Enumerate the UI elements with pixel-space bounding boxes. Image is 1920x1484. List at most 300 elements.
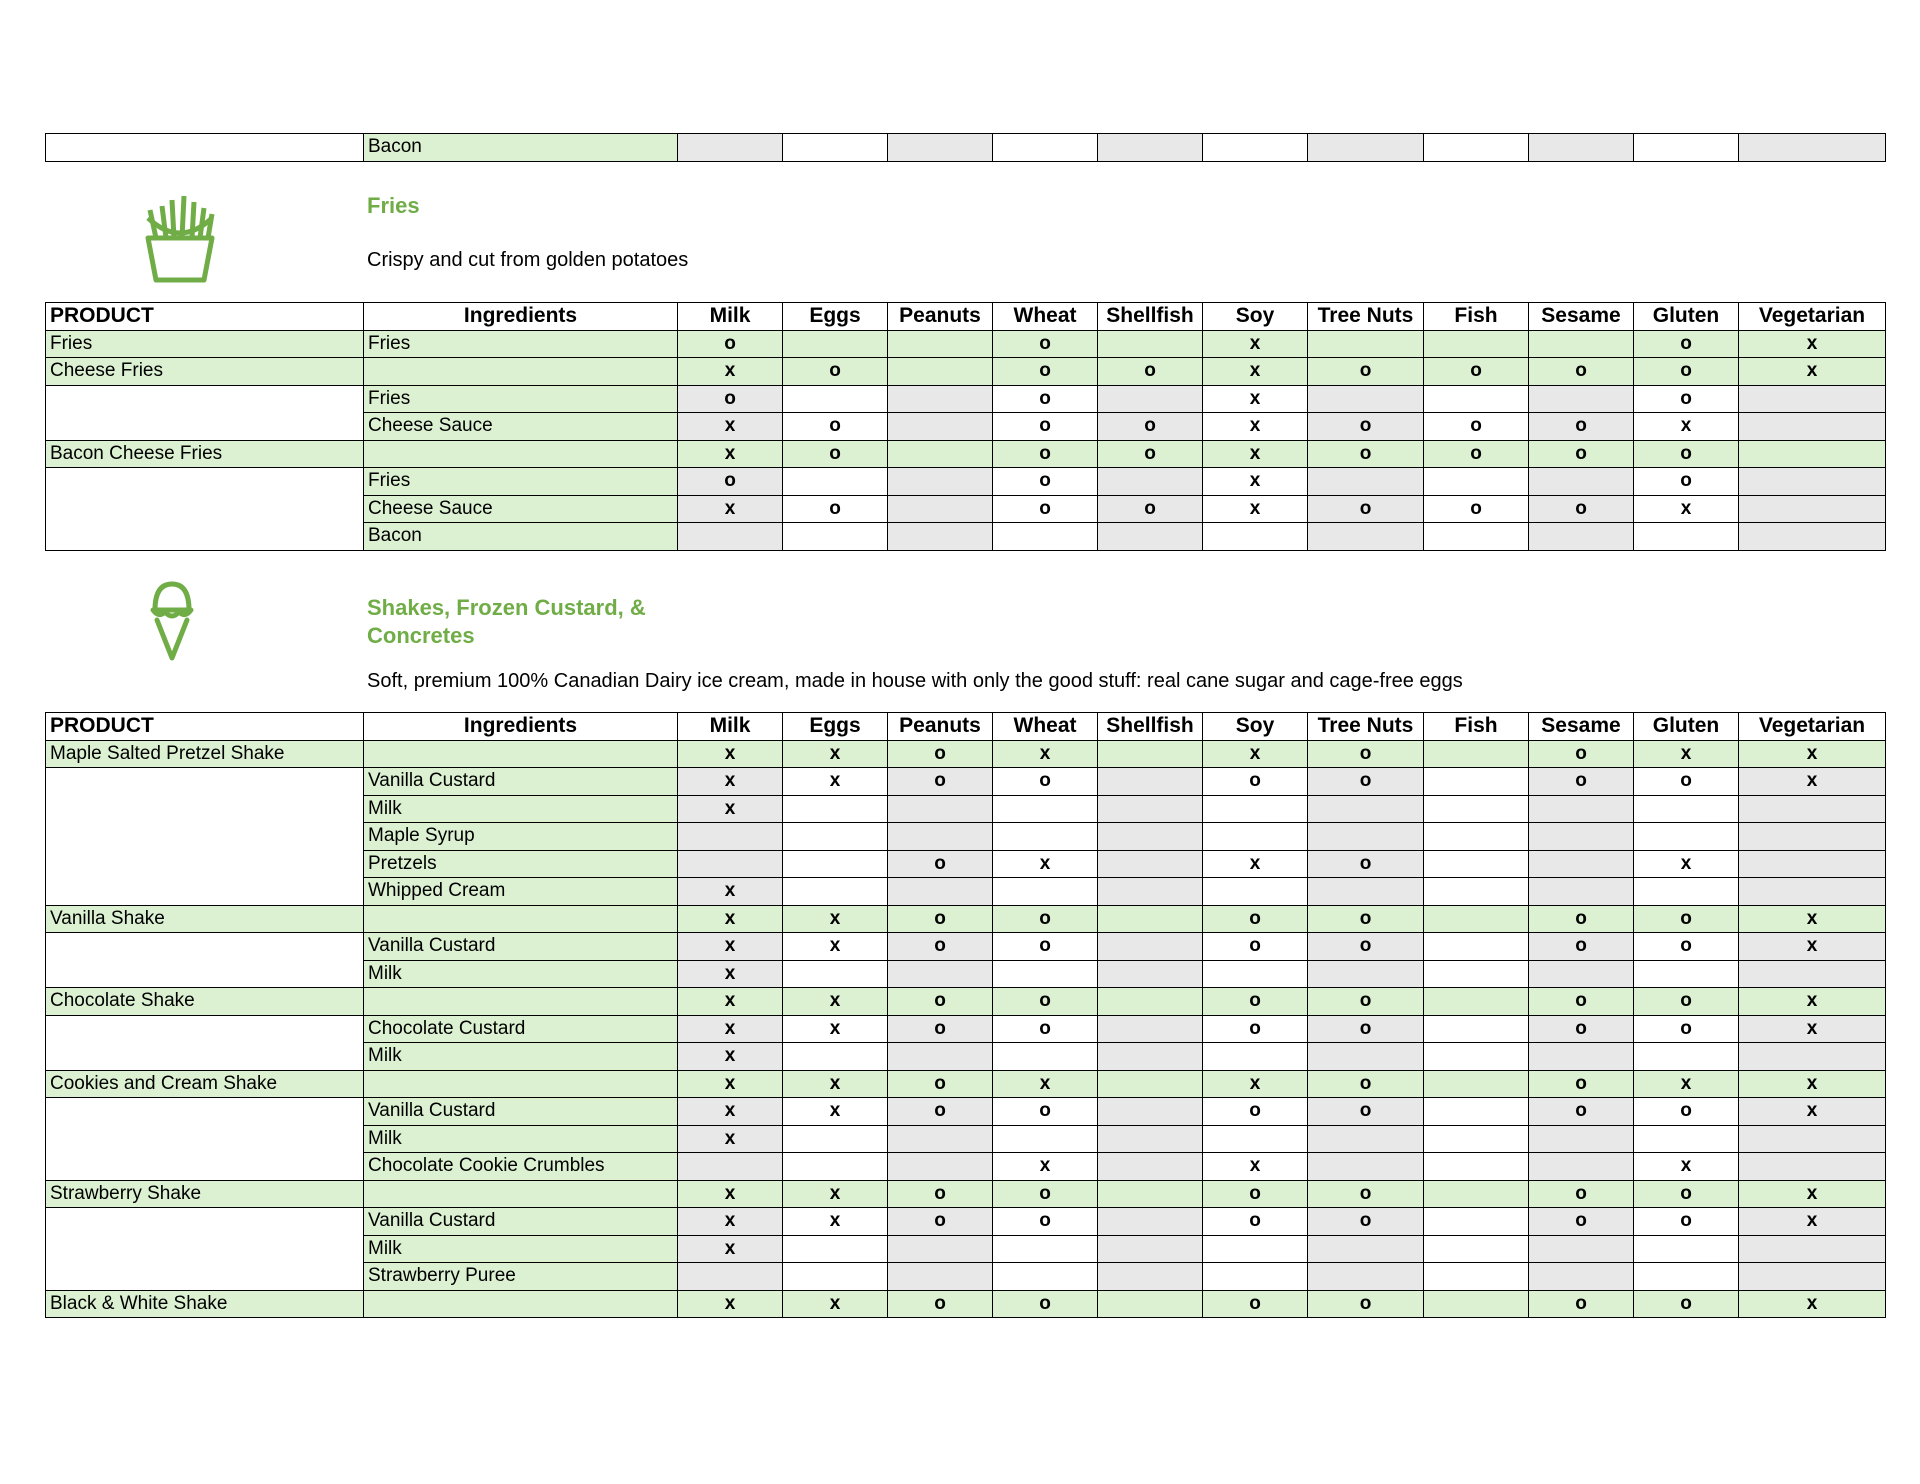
header-tree-nuts: Tree Nuts (1308, 713, 1424, 741)
header-vegetarian: Vegetarian (1739, 303, 1886, 331)
allergen-cell-fish (1424, 905, 1529, 933)
ingredient-name: Milk (364, 1043, 678, 1071)
allergen-cell-gluten: o (1634, 385, 1739, 413)
allergen-cell-milk: x (678, 495, 783, 523)
product-name: Fries (46, 330, 364, 358)
header-shellfish: Shellfish (1098, 303, 1203, 331)
allergen-cell-gluten: o (1634, 440, 1739, 468)
allergen-cell-shellfish (1098, 1153, 1203, 1181)
allergen-cell-eggs (783, 1263, 888, 1291)
ingredient-name: Cheese Sauce (364, 495, 678, 523)
allergen-cell-soy: x (1203, 1070, 1308, 1098)
allergen-cell-tree-nuts (1308, 330, 1424, 358)
allergen-cell-gluten (1634, 823, 1739, 851)
allergen-cell-vegetarian (1739, 850, 1886, 878)
ingredient-name (364, 358, 678, 386)
allergen-cell-milk: x (678, 1043, 783, 1071)
allergen-cell-wheat: o (993, 1180, 1098, 1208)
allergen-cell-milk (678, 850, 783, 878)
allergen-cell-wheat (993, 878, 1098, 906)
ingredient-name: Fries (364, 385, 678, 413)
allergen-cell-milk: x (678, 413, 783, 441)
header-sesame: Sesame (1529, 713, 1634, 741)
allergen-cell-fish (1424, 823, 1529, 851)
allergen-cell-tree-nuts: o (1308, 1098, 1424, 1126)
allergen-cell-wheat: o (993, 1015, 1098, 1043)
allergen-cell-wheat: x (993, 740, 1098, 768)
allergen-cell-gluten (1634, 795, 1739, 823)
allergen-cell-wheat: x (993, 1070, 1098, 1098)
allergen-cell-sesame: o (1529, 1208, 1634, 1236)
allergen-cell-shellfish (1098, 878, 1203, 906)
allergen-cell-milk (678, 1153, 783, 1181)
allergen-cell-sesame: o (1529, 905, 1634, 933)
allergen-cell-tree-nuts (1308, 1263, 1424, 1291)
allergen-cell-wheat: o (993, 440, 1098, 468)
allergen-cell-gluten (1634, 960, 1739, 988)
allergen-cell-tree-nuts (1308, 385, 1424, 413)
allergen-cell-tree-nuts (1308, 1153, 1424, 1181)
allergen-cell-soy: o (1203, 933, 1308, 961)
allergen-cell-eggs (783, 1043, 888, 1071)
allergen-cell-fish (1424, 1015, 1529, 1043)
allergen-cell-wheat: o (993, 1098, 1098, 1126)
ingredient-row (46, 1015, 1886, 1043)
allergen-cell-wheat: o (993, 358, 1098, 386)
allergen-cell-milk (678, 1263, 783, 1291)
allergen-cell-sesame (1529, 823, 1634, 851)
allergen-cell-sesame (1529, 523, 1634, 551)
allergen-cell-peanuts: o (888, 1180, 993, 1208)
allergen-cell-vegetarian: x (1739, 1208, 1886, 1236)
header-row (46, 303, 1886, 331)
allergen-cell-milk: x (678, 1180, 783, 1208)
allergen-cell-gluten: o (1634, 933, 1739, 961)
product-name-empty (46, 1015, 364, 1070)
allergen-cell-sesame (1529, 134, 1634, 162)
allergen-cell-soy (1203, 795, 1308, 823)
allergen-cell-tree-nuts (1308, 823, 1424, 851)
allergen-cell-fish (1424, 385, 1529, 413)
allergen-cell-shellfish: o (1098, 495, 1203, 523)
product-name: Bacon Cheese Fries (46, 440, 364, 468)
header-gluten: Gluten (1634, 303, 1739, 331)
allergen-cell-milk: x (678, 1098, 783, 1126)
allergen-cell-milk: x (678, 905, 783, 933)
allergen-cell-shellfish (1098, 905, 1203, 933)
allergen-cell-wheat: o (993, 330, 1098, 358)
allergen-cell-sesame (1529, 1153, 1634, 1181)
allergen-cell-gluten (1634, 878, 1739, 906)
allergen-cell-tree-nuts (1308, 960, 1424, 988)
product-name: Strawberry Shake (46, 1180, 364, 1208)
header-tree-nuts: Tree Nuts (1308, 303, 1424, 331)
allergen-cell-milk (678, 134, 783, 162)
allergen-cell-soy: x (1203, 330, 1308, 358)
allergen-cell-wheat: o (993, 988, 1098, 1016)
allergen-cell-tree-nuts: o (1308, 1180, 1424, 1208)
ingredient-name (364, 740, 678, 768)
allergen-cell-eggs (783, 385, 888, 413)
allergen-cell-soy: x (1203, 385, 1308, 413)
allergen-cell-gluten: o (1634, 330, 1739, 358)
allergen-cell-soy: o (1203, 905, 1308, 933)
product-name-empty (46, 933, 364, 988)
header-product: PRODUCT (46, 713, 364, 741)
allergen-cell-peanuts (888, 413, 993, 441)
ingredient-row (46, 385, 1886, 413)
allergen-cell-peanuts (888, 878, 993, 906)
allergen-cell-wheat: o (993, 495, 1098, 523)
allergen-cell-peanuts (888, 1235, 993, 1263)
product-name: Black & White Shake (46, 1290, 364, 1318)
allergen-cell-fish (1424, 1153, 1529, 1181)
allergen-cell-peanuts (888, 1263, 993, 1291)
allergen-cell-wheat (993, 134, 1098, 162)
allergen-cell-soy (1203, 878, 1308, 906)
allergen-cell-eggs (783, 1235, 888, 1263)
allergen-cell-gluten: o (1634, 1180, 1739, 1208)
allergen-cell-milk (678, 823, 783, 851)
allergen-cell-vegetarian (1739, 413, 1886, 441)
allergen-cell-eggs: o (783, 358, 888, 386)
allergen-cell-wheat: o (993, 468, 1098, 496)
allergen-cell-eggs: x (783, 1015, 888, 1043)
allergen-cell-sesame: o (1529, 1015, 1634, 1043)
header-ingredients: Ingredients (364, 713, 678, 741)
ingredient-row (46, 134, 1886, 162)
allergen-cell-shellfish (1098, 1235, 1203, 1263)
product-row (46, 740, 1886, 768)
allergen-cell-vegetarian: x (1739, 358, 1886, 386)
allergen-cell-wheat: o (993, 1290, 1098, 1318)
allergen-cell-peanuts (888, 468, 993, 496)
allergen-cell-milk: o (678, 385, 783, 413)
allergen-cell-peanuts: o (888, 1208, 993, 1236)
allergen-cell-sesame: o (1529, 495, 1634, 523)
ingredient-row (46, 468, 1886, 496)
ingredient-name (364, 1180, 678, 1208)
allergen-cell-peanuts (888, 358, 993, 386)
ingredient-name: Milk (364, 1125, 678, 1153)
allergen-cell-wheat: o (993, 905, 1098, 933)
allergen-cell-vegetarian (1739, 1263, 1886, 1291)
allergen-cell-soy: x (1203, 440, 1308, 468)
allergen-cell-eggs (783, 1125, 888, 1153)
allergen-cell-gluten: o (1634, 358, 1739, 386)
allergen-cell-gluten (1634, 1043, 1739, 1071)
header-eggs: Eggs (783, 303, 888, 331)
allergen-cell-milk: x (678, 768, 783, 796)
allergen-cell-soy: o (1203, 1015, 1308, 1043)
allergen-cell-vegetarian: x (1739, 1070, 1886, 1098)
ingredient-name: Cheese Sauce (364, 413, 678, 441)
allergen-cell-sesame (1529, 795, 1634, 823)
allergen-cell-sesame: o (1529, 358, 1634, 386)
allergen-cell-wheat: o (993, 413, 1098, 441)
allergen-cell-eggs: x (783, 933, 888, 961)
allergen-cell-soy: o (1203, 1180, 1308, 1208)
allergen-cell-milk: x (678, 933, 783, 961)
allergen-cell-shellfish (1098, 1015, 1203, 1043)
allergen-cell-wheat: x (993, 1153, 1098, 1181)
header-eggs: Eggs (783, 713, 888, 741)
allergen-cell-eggs: x (783, 1098, 888, 1126)
allergen-cell-vegetarian: x (1739, 740, 1886, 768)
product-row (46, 905, 1886, 933)
ingredient-name (364, 905, 678, 933)
header-milk: Milk (678, 303, 783, 331)
allergen-cell-eggs: x (783, 740, 888, 768)
allergen-cell-vegetarian (1739, 795, 1886, 823)
allergen-cell-wheat (993, 795, 1098, 823)
header-vegetarian: Vegetarian (1739, 713, 1886, 741)
section-description-shakes: Soft, premium 100% Canadian Dairy ice cream, made in house with only the good stuff: real cane sugar and cage-free eggs (367, 670, 1463, 692)
allergen-cell-eggs (783, 468, 888, 496)
allergen-cell-shellfish (1098, 330, 1203, 358)
allergen-cell-vegetarian (1739, 468, 1886, 496)
allergen-cell-tree-nuts: o (1308, 1070, 1424, 1098)
header-sesame: Sesame (1529, 303, 1634, 331)
allergen-cell-sesame: o (1529, 1098, 1634, 1126)
allergen-cell-milk: x (678, 740, 783, 768)
allergen-cell-peanuts: o (888, 933, 993, 961)
allergen-cell-wheat (993, 1125, 1098, 1153)
product-name: Maple Salted Pretzel Shake (46, 740, 364, 768)
allergen-cell-eggs (783, 1153, 888, 1181)
allergen-cell-soy: x (1203, 413, 1308, 441)
allergen-cell-soy: o (1203, 768, 1308, 796)
allergen-cell-vegetarian (1739, 495, 1886, 523)
allergen-cell-vegetarian (1739, 878, 1886, 906)
allergen-cell-vegetarian: x (1739, 330, 1886, 358)
allergen-cell-soy (1203, 523, 1308, 551)
allergen-table-shakes (45, 712, 1886, 1318)
allergen-cell-shellfish (1098, 468, 1203, 496)
ingredient-row (46, 1098, 1886, 1126)
allergen-cell-fish (1424, 740, 1529, 768)
header-ingredients: Ingredients (364, 303, 678, 331)
fries-icon (140, 188, 220, 283)
allergen-cell-wheat (993, 1235, 1098, 1263)
allergen-cell-eggs: o (783, 495, 888, 523)
allergen-cell-sesame (1529, 850, 1634, 878)
allergen-cell-soy: x (1203, 1153, 1308, 1181)
allergen-cell-eggs: x (783, 1290, 888, 1318)
allergen-cell-eggs: x (783, 1070, 888, 1098)
allergen-cell-fish (1424, 523, 1529, 551)
allergen-cell-vegetarian (1739, 1235, 1886, 1263)
allergen-cell-eggs (783, 134, 888, 162)
allergen-cell-tree-nuts (1308, 523, 1424, 551)
allergen-cell-fish (1424, 988, 1529, 1016)
product-name-empty (46, 468, 364, 551)
header-row (46, 713, 1886, 741)
allergen-cell-shellfish (1098, 740, 1203, 768)
ingredient-name: Maple Syrup (364, 823, 678, 851)
allergen-cell-shellfish (1098, 134, 1203, 162)
ingredient-name: Vanilla Custard (364, 1208, 678, 1236)
allergen-cell-milk: x (678, 1070, 783, 1098)
ingredient-name (364, 988, 678, 1016)
allergen-cell-eggs: o (783, 440, 888, 468)
allergen-cell-peanuts: o (888, 1098, 993, 1126)
allergen-cell-peanuts (888, 385, 993, 413)
allergen-cell-wheat (993, 823, 1098, 851)
allergen-cell-milk: x (678, 1290, 783, 1318)
allergen-cell-wheat: o (993, 385, 1098, 413)
ingredient-name: Vanilla Custard (364, 768, 678, 796)
allergen-cell-peanuts (888, 1153, 993, 1181)
ingredient-name: Milk (364, 795, 678, 823)
allergen-cell-wheat (993, 523, 1098, 551)
allergen-cell-gluten: o (1634, 988, 1739, 1016)
allergen-cell-vegetarian (1739, 1153, 1886, 1181)
allergen-cell-vegetarian: x (1739, 905, 1886, 933)
allergen-cell-gluten: x (1634, 413, 1739, 441)
header-wheat: Wheat (993, 713, 1098, 741)
product-name-empty (46, 1208, 364, 1291)
allergen-cell-sesame (1529, 1263, 1634, 1291)
allergen-cell-tree-nuts: o (1308, 740, 1424, 768)
allergen-cell-soy (1203, 823, 1308, 851)
header-product: PRODUCT (46, 303, 364, 331)
allergen-cell-vegetarian: x (1739, 988, 1886, 1016)
allergen-cell-tree-nuts (1308, 878, 1424, 906)
allergen-cell-sesame: o (1529, 740, 1634, 768)
header-wheat: Wheat (993, 303, 1098, 331)
allergen-cell-sesame: o (1529, 413, 1634, 441)
allergen-cell-shellfish (1098, 850, 1203, 878)
allergen-cell-gluten: x (1634, 850, 1739, 878)
allergen-cell-eggs (783, 850, 888, 878)
ingredient-name: Milk (364, 1235, 678, 1263)
allergen-cell-gluten: o (1634, 468, 1739, 496)
allergen-cell-vegetarian: x (1739, 933, 1886, 961)
allergen-cell-shellfish (1098, 823, 1203, 851)
allergen-cell-soy: o (1203, 1290, 1308, 1318)
allergen-cell-shellfish (1098, 1043, 1203, 1071)
header-fish: Fish (1424, 303, 1529, 331)
allergen-cell-milk: x (678, 1015, 783, 1043)
allergen-cell-soy (1203, 1043, 1308, 1071)
allergen-cell-sesame: o (1529, 1070, 1634, 1098)
ingredient-name: Strawberry Puree (364, 1263, 678, 1291)
allergen-cell-tree-nuts: o (1308, 1015, 1424, 1043)
allergen-cell-gluten (1634, 523, 1739, 551)
product-row (46, 330, 1886, 358)
header-shellfish: Shellfish (1098, 713, 1203, 741)
product-row (46, 440, 1886, 468)
ingredient-name (364, 1070, 678, 1098)
allergen-cell-vegetarian (1739, 960, 1886, 988)
ingredient-name: Bacon (364, 134, 678, 162)
allergen-cell-milk: x (678, 988, 783, 1016)
allergen-cell-milk: x (678, 878, 783, 906)
allergen-cell-soy: x (1203, 495, 1308, 523)
allergen-cell-wheat (993, 960, 1098, 988)
allergen-cell-fish (1424, 134, 1529, 162)
allergen-cell-vegetarian: x (1739, 1098, 1886, 1126)
allergen-cell-vegetarian (1739, 1043, 1886, 1071)
allergen-cell-shellfish (1098, 768, 1203, 796)
allergen-table-fries (45, 302, 1886, 551)
header-fish: Fish (1424, 713, 1529, 741)
allergen-cell-fish (1424, 1290, 1529, 1318)
ingredient-row (46, 1208, 1886, 1236)
allergen-cell-wheat: o (993, 933, 1098, 961)
allergen-cell-gluten: o (1634, 1208, 1739, 1236)
ingredient-name (364, 1290, 678, 1318)
ice-cream-cone-icon (147, 580, 197, 662)
allergen-cell-peanuts (888, 795, 993, 823)
ingredient-name: Chocolate Cookie Crumbles (364, 1153, 678, 1181)
allergen-cell-eggs: x (783, 768, 888, 796)
allergen-cell-eggs (783, 330, 888, 358)
allergen-cell-eggs (783, 960, 888, 988)
allergen-cell-shellfish: o (1098, 358, 1203, 386)
allergen-cell-peanuts: o (888, 905, 993, 933)
allergen-cell-sesame: o (1529, 440, 1634, 468)
allergen-cell-gluten: x (1634, 495, 1739, 523)
allergen-cell-tree-nuts: o (1308, 988, 1424, 1016)
product-row (46, 1290, 1886, 1318)
product-name: Vanilla Shake (46, 905, 364, 933)
product-row (46, 358, 1886, 386)
allergen-cell-peanuts (888, 134, 993, 162)
allergen-table-top-fragment (45, 133, 1886, 162)
allergen-cell-peanuts (888, 1125, 993, 1153)
allergen-cell-tree-nuts (1308, 1235, 1424, 1263)
allergen-cell-fish (1424, 468, 1529, 496)
allergen-cell-vegetarian: x (1739, 768, 1886, 796)
allergen-cell-gluten (1634, 1235, 1739, 1263)
allergen-cell-eggs: x (783, 1180, 888, 1208)
allergen-cell-soy: o (1203, 988, 1308, 1016)
ingredient-name (364, 440, 678, 468)
allergen-cell-eggs (783, 878, 888, 906)
allergen-cell-fish (1424, 1208, 1529, 1236)
allergen-cell-sesame (1529, 878, 1634, 906)
allergen-cell-fish (1424, 1235, 1529, 1263)
ingredient-name: Whipped Cream (364, 878, 678, 906)
allergen-cell-gluten: x (1634, 1070, 1739, 1098)
allergen-cell-peanuts (888, 823, 993, 851)
ingredient-name: Fries (364, 330, 678, 358)
allergen-cell-soy (1203, 960, 1308, 988)
allergen-cell-tree-nuts: o (1308, 850, 1424, 878)
allergen-cell-tree-nuts: o (1308, 768, 1424, 796)
allergen-cell-gluten (1634, 1125, 1739, 1153)
allergen-cell-tree-nuts (1308, 795, 1424, 823)
allergen-cell-milk: o (678, 468, 783, 496)
allergen-cell-fish (1424, 768, 1529, 796)
allergen-cell-shellfish (1098, 960, 1203, 988)
allergen-cell-soy: x (1203, 740, 1308, 768)
allergen-cell-vegetarian (1739, 1125, 1886, 1153)
allergen-cell-tree-nuts: o (1308, 440, 1424, 468)
allergen-cell-peanuts: o (888, 850, 993, 878)
allergen-cell-shellfish (1098, 385, 1203, 413)
allergen-cell-soy: x (1203, 850, 1308, 878)
allergen-cell-milk: o (678, 330, 783, 358)
allergen-cell-tree-nuts: o (1308, 495, 1424, 523)
allergen-cell-sesame: o (1529, 1290, 1634, 1318)
allergen-cell-vegetarian: x (1739, 1290, 1886, 1318)
allergen-cell-shellfish (1098, 1125, 1203, 1153)
allergen-cell-fish: o (1424, 413, 1529, 441)
allergen-cell-tree-nuts (1308, 468, 1424, 496)
